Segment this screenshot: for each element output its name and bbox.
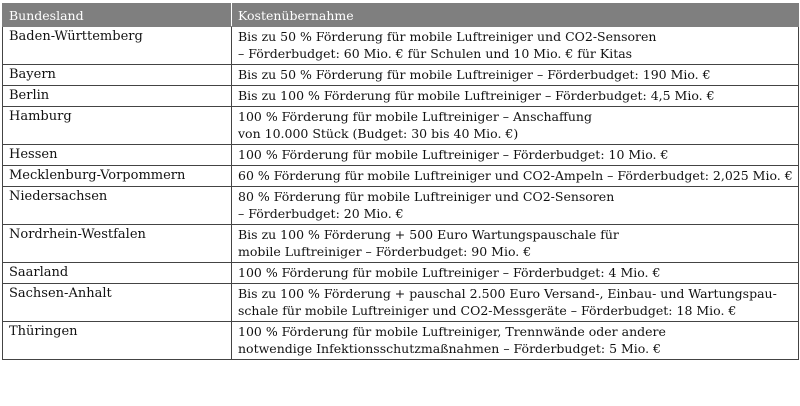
table-row [3,225,799,263]
cost-line: 100 % Förderung für mobile Luftreiniger – Anschaffung [238,109,592,124]
table-row [3,145,799,166]
table-header [3,4,799,27]
state-cell: Mecklenburg-Vorpommern [3,166,232,187]
cost-line: – Förderbudget: 20 Mio. € [238,206,404,221]
cost-line: 60 % Förderung für mobile Luftreiniger und CO2-Ampeln – Förderbudget: 2,025 Mio. € [238,168,793,183]
table-row [3,27,799,65]
table-row [3,65,799,86]
cost-cell [232,225,799,263]
cost-line: Bis zu 100 % Förderung + 500 Euro Wartungspauschale für [238,227,619,242]
cost-line: Bis zu 100 % Förderung + pauschal 2.500 Euro Versand-, Einbau- und Wartungspau- [238,286,777,301]
cost-line: 100 % Förderung für mobile Luftreiniger, Trennwände oder andere [238,324,666,339]
state-cell: Thüringen [3,322,232,360]
cost-cell [232,107,799,145]
cost-cell [232,27,799,65]
header-bundesland: Bundesland [3,4,232,27]
cost-line: schale für mobile Luftreiniger und CO2-Messgeräte – Förderbudget: 18 Mio. € [238,303,737,318]
table-body [3,27,799,360]
cost-line: Bis zu 50 % Förderung für mobile Luftreiniger und CO2-Sensoren [238,29,657,44]
cost-cell [232,145,799,166]
cost-cell [232,284,799,322]
cost-line: Bis zu 50 % Förderung für mobile Luftreiniger – Förderbudget: 190 Mio. € [238,67,711,82]
state-cell: Hamburg [3,107,232,145]
cost-cell [232,263,799,284]
table-row [3,284,799,322]
table-row [3,187,799,225]
state-cell: Berlin [3,86,232,107]
state-cell: Saarland [3,263,232,284]
state-cell: Bayern [3,65,232,86]
table-row [3,322,799,360]
state-cell: Baden-Württemberg [3,27,232,65]
cost-line: 80 % Förderung für mobile Luftreiniger und CO2-Sensoren [238,189,615,204]
state-cell: Sachsen-Anhalt [3,284,232,322]
cost-line: notwendige Infektionsschutzmaßnahmen – Förderbudget: 5 Mio. € [238,341,662,356]
cost-line: – Förderbudget: 60 Mio. € für Schulen und 10 Mio. € für Kitas [238,46,633,61]
header-kostenuebernahme: Kostenübernahme [232,4,799,27]
cost-line: mobile Luftreiniger – Förderbudget: 90 Mio. € [238,244,532,259]
cost-cell [232,65,799,86]
cost-line: Bis zu 100 % Förderung für mobile Luftreiniger – Förderbudget: 4,5 Mio. € [238,88,715,103]
state-cell: Hessen [3,145,232,166]
cost-line: von 10.000 Stück (Budget: 30 bis 40 Mio. €) [238,126,519,141]
table-row [3,107,799,145]
header-row [3,4,799,27]
cost-cell [232,86,799,107]
table-row [3,86,799,107]
cost-cell [232,187,799,225]
cost-line: 100 % Förderung für mobile Luftreiniger – Förderbudget: 10 Mio. € [238,147,669,162]
table-row [3,263,799,284]
cost-cell [232,166,799,187]
state-cell: Nordrhein-Westfalen [3,225,232,263]
cost-line: 100 % Förderung für mobile Luftreiniger – Förderbudget: 4 Mio. € [238,265,661,280]
cost-cell [232,322,799,360]
funding-table [2,3,799,360]
table-row [3,166,799,187]
state-cell: Niedersachsen [3,187,232,225]
